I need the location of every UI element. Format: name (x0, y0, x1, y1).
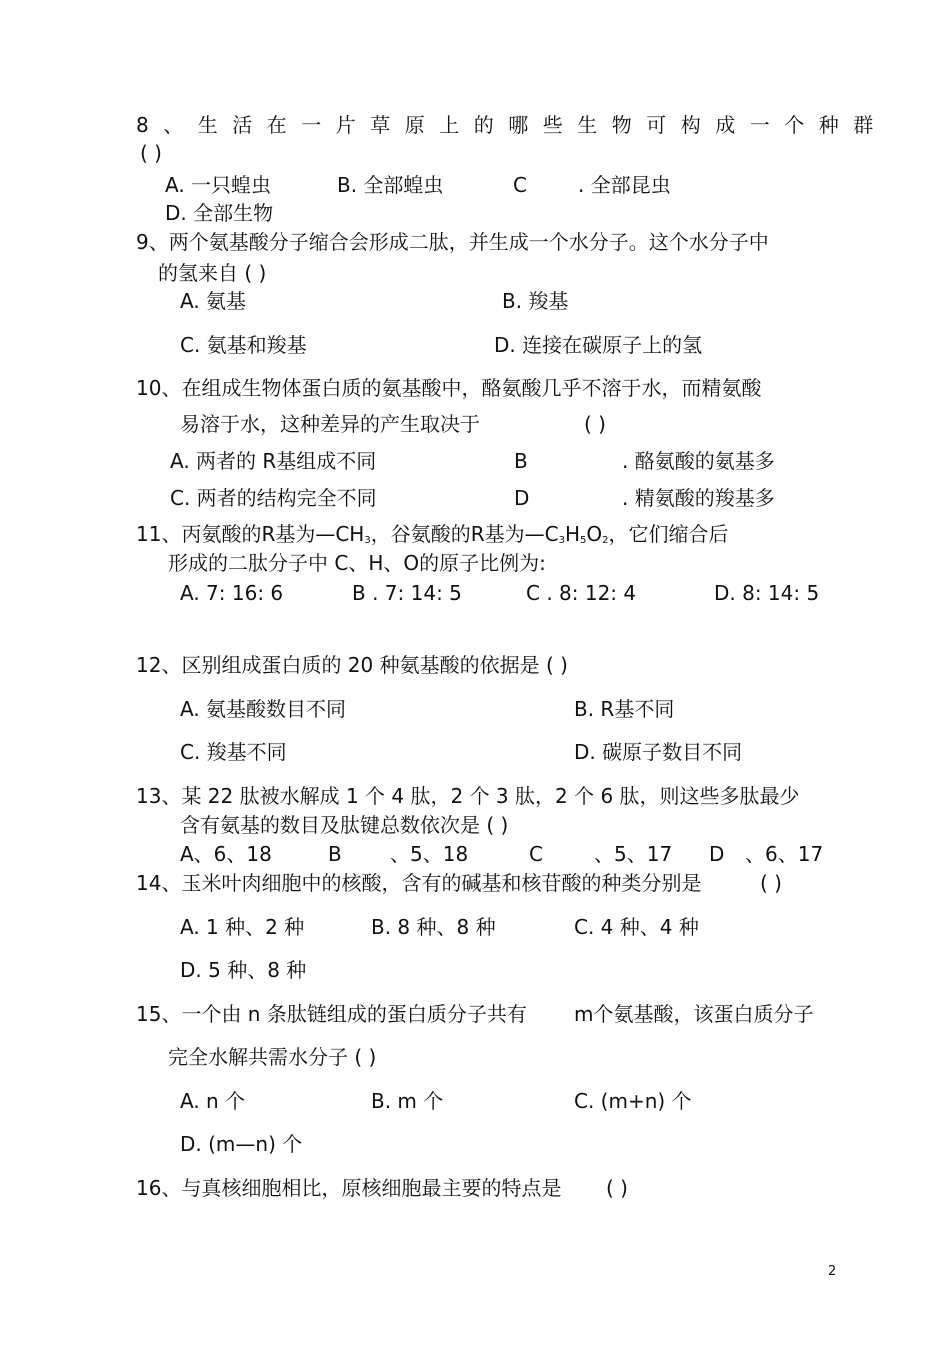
q16-paren: ( ) (606, 1176, 628, 1200)
q11-option-c: C . 8: 12: 4 (526, 581, 637, 605)
q15-option-c: C. (m+n) 个 (574, 1089, 692, 1113)
q8-option-d: D. 全部生物 (165, 201, 274, 225)
q9-option-c: C. 氨基和羧基 (180, 333, 307, 357)
q10-paren: ( ) (584, 412, 606, 436)
q11-option-b: B . 7: 14: 5 (352, 581, 462, 605)
q14-option-b: B. 8 种、8 种 (371, 915, 496, 939)
q11-sub-3: 3 (364, 535, 371, 546)
q10-option-b-letter: B (514, 449, 528, 473)
q12-option-d: D. 碳原子数目不同 (574, 740, 743, 764)
q14-option-c: C. 4 种、4 种 (574, 915, 699, 939)
q8-option-c-text: . 全部昆虫 (578, 173, 671, 197)
q9-stem-line1: 9、两个氨基酸分子缩合会形成二肽，并生成一个水分子。这个水分子中 (136, 230, 769, 254)
q14-option-d: D. 5 种、8 种 (180, 958, 307, 982)
q13-option-d-text: 、6、17 (745, 842, 824, 866)
q8-paren: ( ) (140, 141, 162, 165)
q11-sub-5: 5 (580, 535, 587, 546)
q15-stem-line1a: 15、一个由 n 条肽链组成的蛋白质分子共有 (136, 1002, 527, 1026)
q15-stem-line1b: m个氨基酸，该蛋白质分子 (574, 1002, 814, 1026)
q9-option-b: B. 羧基 (502, 289, 569, 313)
q11-sub-3b: 3 (558, 535, 565, 546)
q12-option-b: B. R基不同 (574, 697, 675, 721)
q12-stem: 12、区别组成蛋白质的 20 种氨基酸的依据是 ( ) (136, 653, 568, 677)
q9-option-a: A. 氨基 (180, 289, 247, 313)
q13-option-a: A、6、18 (180, 842, 272, 866)
q16-stem: 16、与真核细胞相比，原核细胞最主要的特点是 (136, 1176, 562, 1200)
q13-option-b-text: 、5、18 (390, 842, 469, 866)
q13-stem-line1: 13、某 22 肽被水解成 1 个 4 肽，2 个 3 肽，2 个 6 肽，则这些多肽最少 (136, 784, 800, 808)
q15-option-b: B. m 个 (371, 1089, 444, 1113)
q11-option-d: D. 8: 14: 5 (714, 581, 820, 605)
q8-option-b: B. 全部蝗虫 (337, 173, 444, 197)
q10-option-d-text: . 精氨酸的羧基多 (622, 486, 775, 510)
q13-stem-line2: 含有氨基的数目及肽键总数依次是 ( ) (180, 813, 509, 837)
q11-h: H (564, 522, 581, 546)
q10-option-b-text: . 酪氨酸的氨基多 (622, 449, 775, 473)
q11-stem-part2: ，谷氨酸的R基为—C (370, 522, 559, 546)
page-number: 2 (828, 1264, 837, 1279)
q11-stem-part3: ，它们缩合后 (608, 522, 729, 546)
q11-sub-2: 2 (602, 535, 609, 546)
q11-option-a: A. 7: 16: 6 (180, 581, 284, 605)
q10-option-a: A. 两者的 R基组成不同 (170, 449, 377, 473)
q15-option-a: A. n 个 (180, 1089, 246, 1113)
q11-stem-part1: 11、丙氨酸的R基为—CH (136, 522, 365, 546)
q13-option-d-letter: D (709, 842, 725, 866)
q9-option-d: D. 连接在碳原子上的氢 (494, 333, 703, 357)
q8-option-a: A. 一只蝗虫 (165, 173, 272, 197)
q10-option-d-letter: D (514, 486, 530, 510)
q10-stem-line2: 易溶于水，这种差异的产生取决于 (180, 412, 480, 436)
q12-option-c: C. 羧基不同 (180, 740, 287, 764)
q12-option-a: A. 氨基酸数目不同 (180, 697, 347, 721)
q15-stem-line2: 完全水解共需水分子 ( ) (168, 1045, 377, 1069)
q11-stem-line2: 形成的二肽分子中 C、H、O的原子比例为: (168, 551, 546, 575)
q14-option-a: A. 1 种、2 种 (180, 915, 305, 939)
q14-paren: ( ) (760, 871, 782, 895)
q8-stem: 8、生活在一片草原上的哪些生物可构成一个种群 (136, 113, 888, 137)
q13-option-b-letter: B (328, 842, 342, 866)
q13-option-c-letter: C (529, 842, 543, 866)
q8-option-c-letter: C (513, 173, 527, 197)
q15-option-d: D. (m—n) 个 (180, 1132, 303, 1156)
q11-o: O (586, 522, 603, 546)
q9-stem-line2: 的氢来自 ( ) (158, 261, 267, 285)
q13-option-c-text: 、5、17 (594, 842, 673, 866)
q10-option-c: C. 两者的结构完全不同 (170, 486, 377, 510)
q10-stem-line1: 10、在组成生物体蛋白质的氨基酸中，酪氨酸几乎不溶于水，而精氨酸 (136, 376, 762, 400)
q11-stem-line1 (136, 522, 729, 553)
q14-stem: 14、玉米叶肉细胞中的核酸，含有的碱基和核苷酸的种类分别是 (136, 871, 702, 895)
